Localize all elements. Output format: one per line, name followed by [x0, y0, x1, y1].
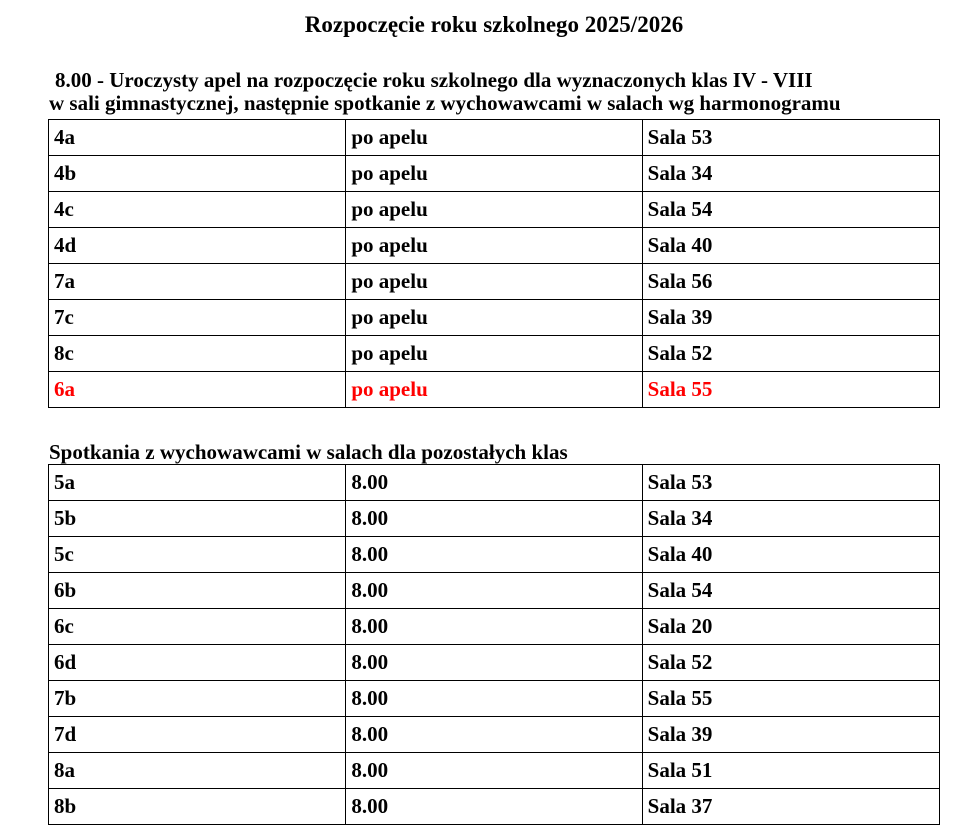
time-cell: 8.00: [346, 789, 642, 825]
class-cell: 7a: [49, 264, 346, 300]
class-cell: 7d: [49, 717, 346, 753]
time-cell: po apelu: [346, 192, 642, 228]
time-cell: 8.00: [346, 573, 642, 609]
room-cell: Sala 40: [642, 228, 939, 264]
apel-schedule-table: [48, 119, 940, 408]
time-cell: 8.00: [346, 537, 642, 573]
room-cell: Sala 55: [642, 681, 939, 717]
table-row: [49, 789, 940, 825]
room-cell: Sala 37: [642, 789, 939, 825]
class-cell: 5b: [49, 501, 346, 537]
room-cell: Sala 34: [642, 156, 939, 192]
time-cell: po apelu: [346, 120, 642, 156]
page-title: Rozpoczęcie roku szkolnego 2025/2026: [304, 12, 684, 37]
class-cell: 7c: [49, 300, 346, 336]
class-cell: 8a: [49, 753, 346, 789]
class-cell: 7b: [49, 681, 346, 717]
time-cell: 8.00: [346, 609, 642, 645]
room-cell: Sala 53: [642, 465, 939, 501]
time-cell: 8.00: [346, 753, 642, 789]
table-row: [49, 300, 940, 336]
class-cell: 6b: [49, 573, 346, 609]
room-cell: Sala 39: [642, 300, 939, 336]
time-cell: po apelu: [346, 156, 642, 192]
time-cell: 8.00: [346, 501, 642, 537]
time-cell: 8.00: [346, 681, 642, 717]
time-cell: po apelu: [346, 336, 642, 372]
class-cell: 8b: [49, 789, 346, 825]
table-row: [49, 192, 940, 228]
table-row: [49, 465, 940, 501]
room-cell: Sala 52: [642, 336, 939, 372]
table-row: [49, 120, 940, 156]
time-cell: po apelu: [346, 300, 642, 336]
room-cell: Sala 39: [642, 717, 939, 753]
class-cell: 5c: [49, 537, 346, 573]
class-cell: 4b: [49, 156, 346, 192]
room-cell: Sala 53: [642, 120, 939, 156]
time-cell: 8.00: [346, 645, 642, 681]
table-row: [49, 336, 940, 372]
table-row: [49, 717, 940, 753]
time-cell: 8.00: [346, 717, 642, 753]
class-cell: 6d: [49, 645, 346, 681]
class-cell: 6a: [49, 372, 346, 408]
table-row: [49, 501, 940, 537]
time-cell: po apelu: [346, 372, 642, 408]
room-cell: Sala 52: [642, 645, 939, 681]
class-cell: 4c: [49, 192, 346, 228]
section-heading: Spotkania z wychowawcami w salach dla pozostałych klas: [49, 440, 568, 464]
time-cell: po apelu: [346, 264, 642, 300]
table-row: [49, 573, 940, 609]
table-row: [49, 537, 940, 573]
class-cell: 4a: [49, 120, 346, 156]
room-cell: Sala 54: [642, 573, 939, 609]
table-row: [49, 753, 940, 789]
table-row: [49, 228, 940, 264]
table-row: [49, 645, 940, 681]
room-cell: Sala 20: [642, 609, 939, 645]
class-cell: 5a: [49, 465, 346, 501]
table-row: [49, 681, 940, 717]
other-classes-table: [48, 464, 940, 825]
table-row-highlighted: [49, 372, 940, 408]
room-cell: Sala 56: [642, 264, 939, 300]
table-row: [49, 156, 940, 192]
table-row: [49, 264, 940, 300]
intro-line-1: 8.00 - Uroczysty apel na rozpoczęcie roku szkolnego dla wyznaczonych klas IV - VIII: [55, 68, 813, 92]
room-cell: Sala 55: [642, 372, 939, 408]
room-cell: Sala 51: [642, 753, 939, 789]
time-cell: 8.00: [346, 465, 642, 501]
room-cell: Sala 40: [642, 537, 939, 573]
class-cell: 8c: [49, 336, 346, 372]
intro-line-2: w sali gimnastycznej, następnie spotkanie z wychowawcami w salach wg harmonogramu: [49, 91, 841, 115]
table-row: [49, 609, 940, 645]
time-cell: po apelu: [346, 228, 642, 264]
room-cell: Sala 34: [642, 501, 939, 537]
class-cell: 4d: [49, 228, 346, 264]
class-cell: 6c: [49, 609, 346, 645]
intro-text: [49, 67, 841, 116]
room-cell: Sala 54: [642, 192, 939, 228]
